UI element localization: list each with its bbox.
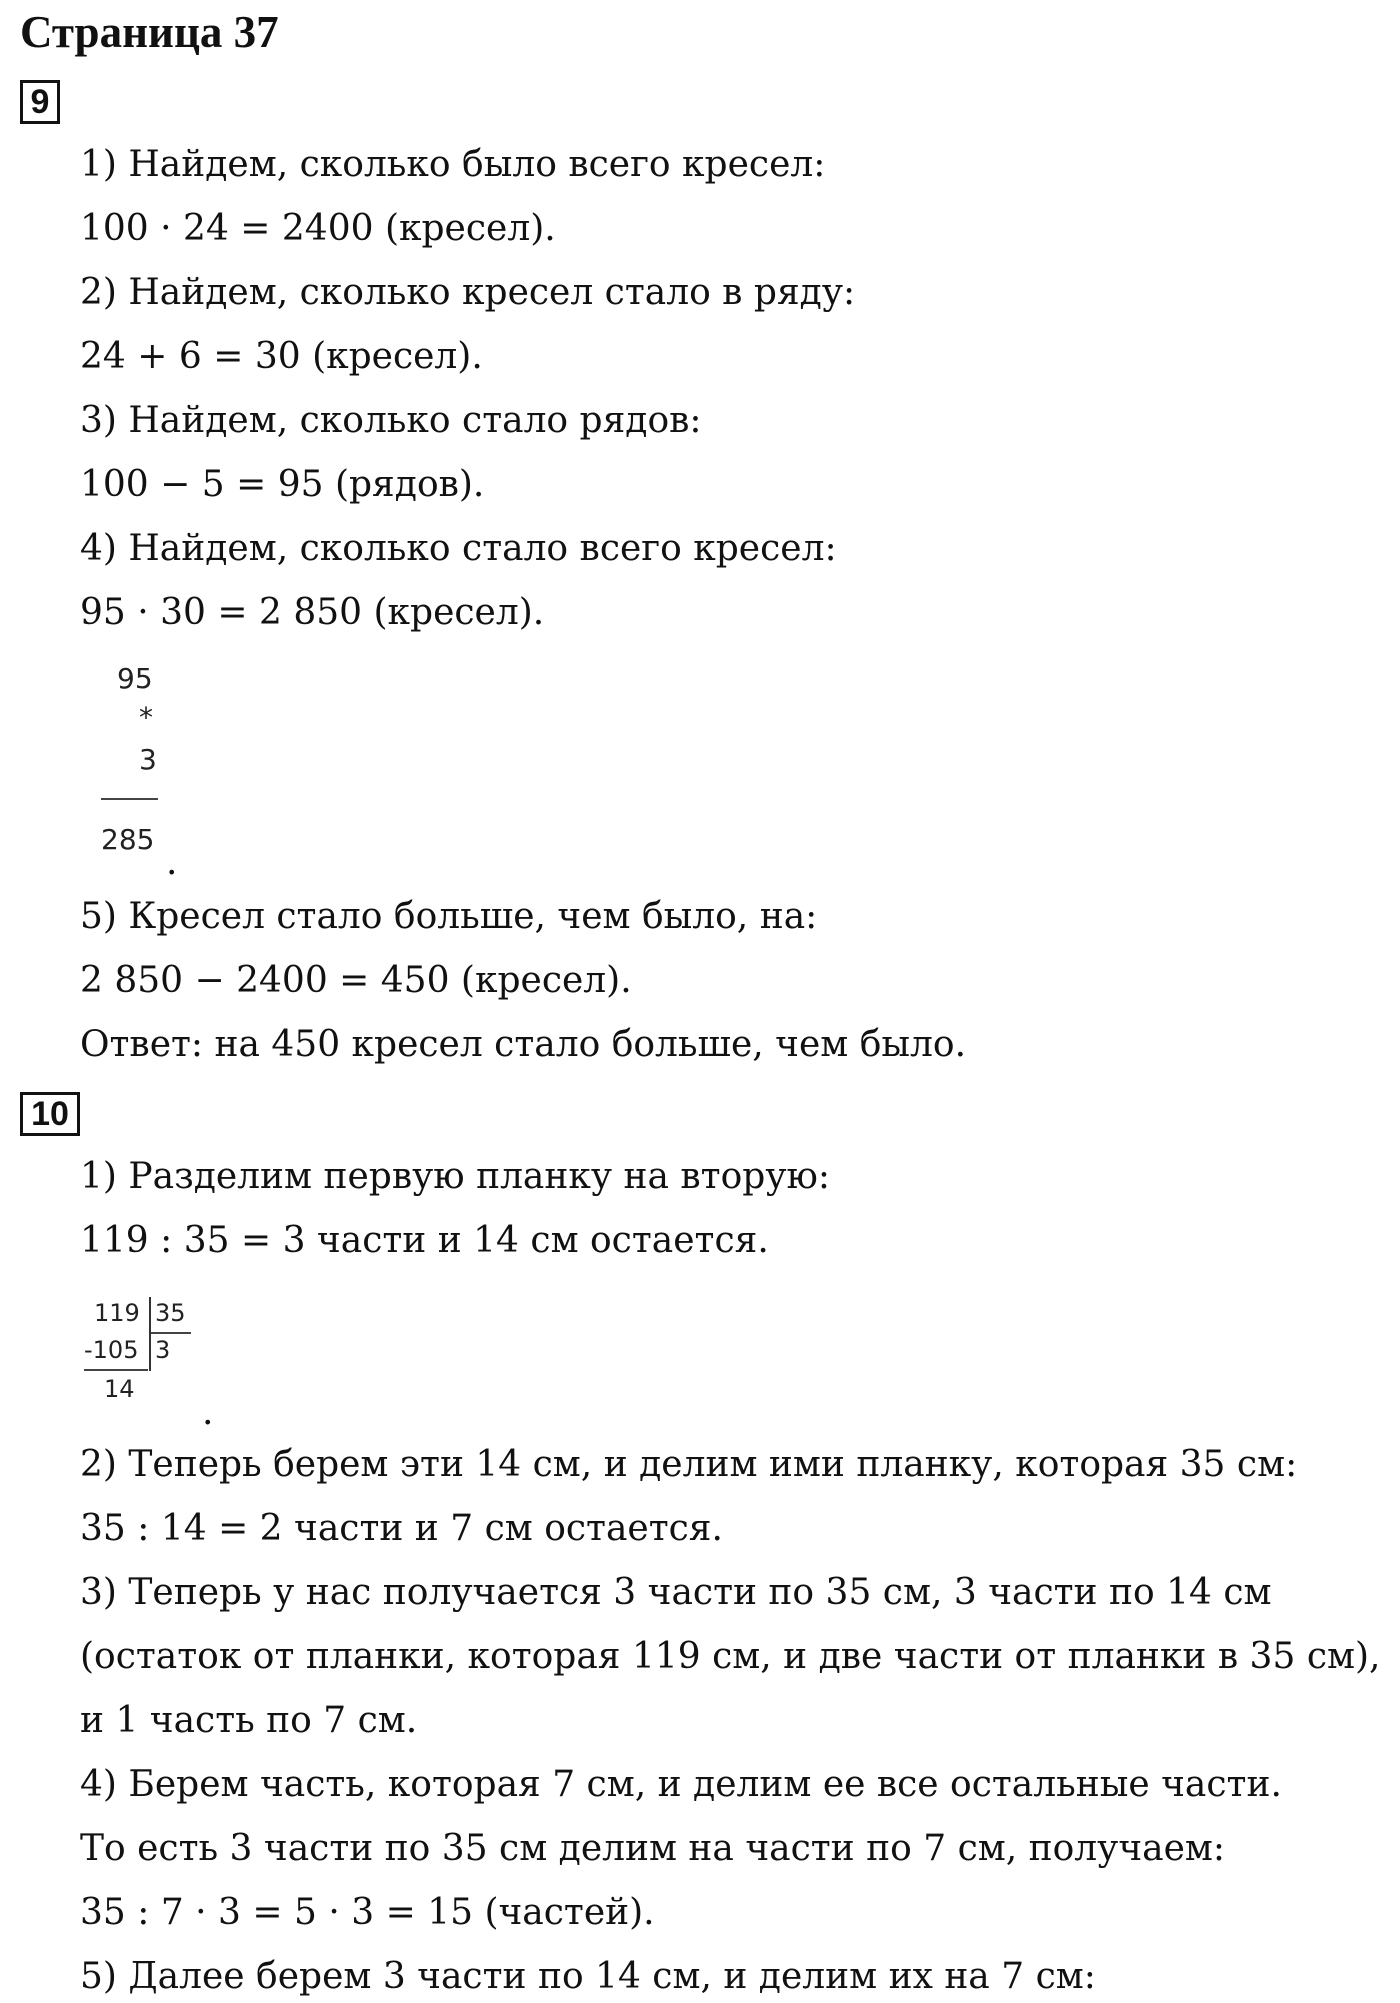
solution-line: (остаток от планки, которая 119 см, и две части от планки в 35 см), [80,1636,1381,1677]
solution-line: 35 : 7 · 3 = 5 · 3 = 15 (частей). [80,1892,655,1933]
divisor-line [151,1332,191,1334]
solution-line: 1) Найдем, сколько было всего кресел: [80,144,826,185]
division-bar [149,1297,151,1371]
solution-line: 119 : 35 = 3 части и 14 см остается. [80,1220,769,1261]
multiplicand: 95 [117,662,153,695]
period: . [166,842,178,883]
product: 285 [101,823,155,856]
answer-line: Ответ: на 450 кресел стало больше, чем было. [80,1024,967,1065]
solution-line: 2) Теперь берем эти 14 см, и делим ими планку, которая 35 см: [80,1444,1298,1485]
solution-line: 5) Кресел стало больше, чем было, на: [80,896,818,937]
solution-line: 24 + 6 = 30 (кресел). [80,336,483,377]
solution-line: 4) Найдем, сколько стало всего кресел: [80,528,837,569]
solution-line: 1) Разделим первую планку на вторую: [80,1156,830,1197]
solution-line: 100 − 5 = 95 (рядов). [80,464,485,505]
period: . [202,1392,214,1433]
solution-line: 35 : 14 = 2 части и 7 см остается. [80,1508,723,1549]
subtrahend: -105 [84,1336,139,1364]
quotient: 3 [155,1336,171,1364]
solution-line: 95 · 30 = 2 850 (кресел). [80,592,545,633]
solution-line: 5) Далее берем 3 части по 14 см, и делим их на 7 см: [80,1956,1096,1997]
multiply-operator: * [139,701,153,734]
task-number-box: 10 [20,1092,80,1136]
solution-line: 2) Найдем, сколько кресел стало в ряду: [80,272,856,313]
remainder: 14 [104,1375,135,1403]
solution-line: 2 850 − 2400 = 450 (кресел). [80,960,632,1001]
multiplier: 3 [139,743,157,776]
subtraction-line [84,1369,148,1371]
dividend: 119 [94,1299,140,1327]
solution-line: 100 · 24 = 2400 (кресел). [80,208,556,249]
solution-line: То есть 3 части по 35 см делим на части по 7 см, получаем: [80,1828,1226,1869]
solution-line: 4) Берем часть, которая 7 см, и делим ее все остальные части. [80,1764,1282,1805]
page-title: Страница 37 [20,7,279,57]
result-line [101,798,158,800]
solution-line: и 1 часть по 7 см. [80,1700,418,1741]
task-number-box: 9 [20,80,60,124]
solution-line: 3) Найдем, сколько стало рядов: [80,400,702,441]
divisor: 35 [155,1299,186,1327]
solution-line: 3) Теперь у нас получается 3 части по 35 см, 3 части по 14 см [80,1572,1272,1613]
